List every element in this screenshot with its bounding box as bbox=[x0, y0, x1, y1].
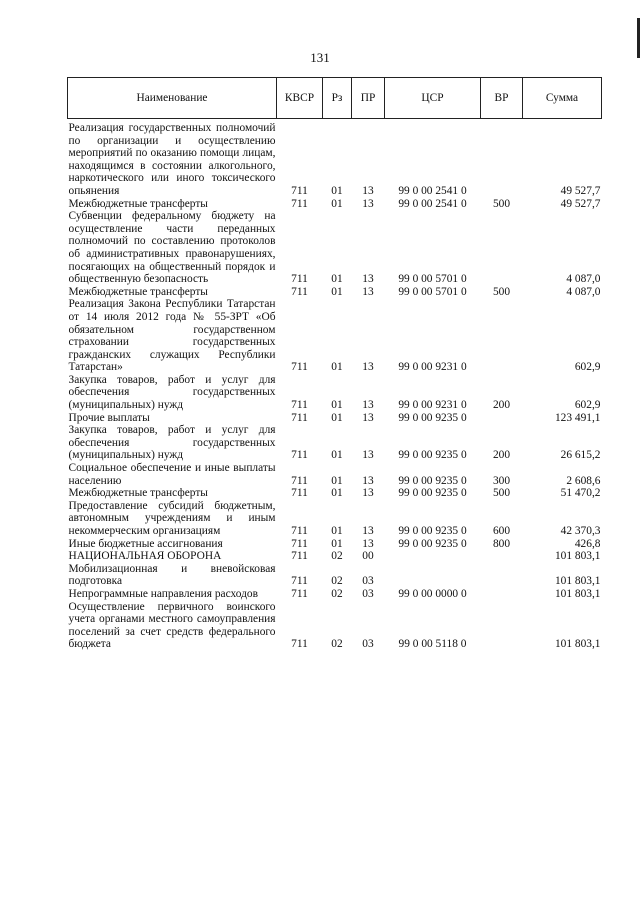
header-kvsr: КВСР bbox=[277, 78, 323, 119]
row-name: Прочие выплаты bbox=[68, 411, 150, 424]
table-row bbox=[68, 487, 602, 500]
row-name: Непрограммные направления расходов bbox=[68, 587, 259, 600]
row-sum: 42 370,3 bbox=[560, 525, 601, 537]
row-rz: 01 bbox=[331, 197, 343, 210]
row-sum: 101 803,1 bbox=[554, 587, 601, 600]
row-sum: 26 615,2 bbox=[560, 449, 601, 462]
row-name: Реализация Закона Республики Татарстан от 14 июля 2012 года № 55-ЗРТ «Об обязательном государственном страховании государственных гражданских служащих Республики Татарстан» bbox=[68, 298, 276, 374]
row-kvsr: 711 bbox=[291, 537, 308, 550]
row-rz: 01 bbox=[331, 449, 343, 462]
row-csr bbox=[385, 550, 481, 563]
row-name: Мобилизационная и вневойсковая подготовка bbox=[68, 562, 276, 588]
row-sum: 4 087,0 bbox=[566, 285, 601, 298]
row-name: Иные бюджетные ассигнования bbox=[68, 537, 223, 550]
row-name: НАЦИОНАЛЬНАЯ ОБОРОНА bbox=[68, 550, 222, 563]
row-sum: 2 608,6 bbox=[566, 474, 601, 487]
table-row bbox=[68, 210, 602, 286]
row-name: Субвенции федеральному бюджету на осуществление части переданных полномочий по составлению протоколов об административных правонарушениях, посягающих на общественный порядок и общественную безопасность bbox=[68, 210, 276, 286]
table-row bbox=[68, 550, 602, 563]
row-rz: 02 bbox=[331, 638, 343, 651]
row-rz: 01 bbox=[331, 474, 343, 487]
row-rz: 02 bbox=[331, 575, 343, 588]
row-vr: 600 bbox=[492, 525, 511, 537]
row-pr: 13 bbox=[362, 273, 374, 286]
row-vr: 200 bbox=[492, 399, 511, 412]
row-pr: 13 bbox=[362, 525, 374, 537]
row-rz: 01 bbox=[331, 537, 343, 550]
table-row bbox=[68, 538, 602, 551]
table-row bbox=[68, 198, 602, 211]
row-pr: 03 bbox=[362, 638, 374, 651]
row-rz: 01 bbox=[331, 399, 343, 412]
row-kvsr: 711 bbox=[291, 525, 308, 537]
row-csr: 99 0 00 9231 0 bbox=[398, 361, 467, 374]
row-csr: 99 0 00 9235 0 bbox=[398, 449, 467, 462]
row-sum: 101 803,1 bbox=[554, 550, 601, 563]
row-vr: 300 bbox=[492, 474, 511, 487]
table-row bbox=[68, 601, 602, 651]
header-name: Наименование bbox=[68, 78, 277, 119]
row-kvsr: 711 bbox=[291, 411, 308, 424]
row-csr: 99 0 00 5701 0 bbox=[398, 285, 467, 298]
row-sum: 101 803,1 bbox=[554, 638, 601, 651]
row-sum: 602,9 bbox=[574, 399, 601, 412]
table-row bbox=[68, 588, 602, 601]
row-name: Межбюджетные трансферты bbox=[68, 285, 208, 298]
header-pr: ПР bbox=[352, 78, 385, 119]
row-vr bbox=[481, 122, 523, 198]
row-rz: 01 bbox=[331, 184, 343, 197]
header-vr: ВР bbox=[481, 78, 523, 119]
row-vr bbox=[481, 588, 523, 601]
row-vr: 500 bbox=[492, 285, 511, 298]
row-csr: 99 0 00 9235 0 bbox=[398, 537, 467, 550]
row-pr: 13 bbox=[362, 361, 374, 374]
row-kvsr: 711 bbox=[291, 550, 308, 563]
row-pr: 13 bbox=[362, 487, 374, 500]
header-rz: Рз bbox=[323, 78, 352, 119]
table-row bbox=[68, 500, 602, 538]
row-kvsr: 711 bbox=[291, 184, 308, 197]
row-sum: 51 470,2 bbox=[560, 487, 601, 500]
row-vr bbox=[481, 563, 523, 588]
row-csr: 99 0 00 5701 0 bbox=[398, 273, 467, 286]
row-sum: 49 527,7 bbox=[560, 197, 601, 210]
table-row bbox=[68, 298, 602, 374]
row-csr: 99 0 00 9235 0 bbox=[398, 474, 467, 487]
table-row bbox=[68, 374, 602, 412]
row-pr: 03 bbox=[362, 587, 374, 600]
row-vr: 800 bbox=[492, 537, 511, 550]
row-name: Социальное обеспечение и иные выплаты населению bbox=[68, 462, 276, 487]
row-vr bbox=[481, 298, 523, 374]
row-pr: 13 bbox=[362, 184, 374, 197]
row-csr: 99 0 00 2541 0 bbox=[398, 184, 467, 197]
row-sum: 602,9 bbox=[574, 361, 601, 374]
row-kvsr: 711 bbox=[291, 638, 308, 651]
row-rz: 02 bbox=[331, 550, 343, 563]
row-rz: 01 bbox=[331, 361, 343, 374]
row-sum: 4 087,0 bbox=[566, 273, 601, 286]
row-pr: 13 bbox=[362, 399, 374, 412]
table-row bbox=[68, 424, 602, 462]
row-csr: 99 0 00 2541 0 bbox=[398, 197, 467, 210]
row-rz: 01 bbox=[331, 273, 343, 286]
row-vr: 200 bbox=[492, 449, 511, 462]
row-name: Закупка товаров, работ и услуг для обеспечения государственных (муниципальных) нужд bbox=[68, 424, 276, 462]
row-kvsr: 711 bbox=[291, 399, 308, 412]
row-name: Реализация государственных полномочий по организации и осуществлению мероприятий по оказанию помощи лицам, находящимся в состоянии алкогольного, наркотического или иного токсического опьянения bbox=[68, 122, 276, 197]
row-name: Закупка товаров, работ и услуг для обеспечения государственных (муниципальных) нужд bbox=[68, 373, 276, 412]
row-pr: 13 bbox=[362, 197, 374, 210]
row-pr: 13 bbox=[362, 449, 374, 462]
row-kvsr: 711 bbox=[291, 487, 308, 500]
row-kvsr: 711 bbox=[291, 587, 308, 600]
row-kvsr: 711 bbox=[291, 285, 308, 298]
row-csr: 99 0 00 9231 0 bbox=[398, 399, 467, 412]
row-csr: 99 0 00 9235 0 bbox=[398, 411, 467, 424]
table-row bbox=[68, 412, 602, 425]
row-name: Предоставление субсидий бюджетным, автономным учреждениям и иным некоммерческим организациям bbox=[68, 499, 276, 537]
row-sum: 426,8 bbox=[574, 537, 601, 550]
row-pr: 13 bbox=[362, 285, 374, 298]
row-csr: 99 0 00 5118 0 bbox=[398, 638, 467, 651]
row-vr: 500 bbox=[492, 487, 511, 500]
row-kvsr: 711 bbox=[291, 474, 308, 487]
row-csr: 99 0 00 0000 0 bbox=[398, 587, 467, 600]
row-sum: 101 803,1 bbox=[554, 575, 601, 588]
table-header-row bbox=[68, 78, 602, 119]
row-name: Осуществление первичного воинского учета органами местного самоуправления поселений за счет средств федерального бюджета bbox=[68, 600, 276, 651]
row-sum: 123 491,1 bbox=[554, 411, 601, 424]
row-rz: 01 bbox=[331, 411, 343, 424]
row-vr: 500 bbox=[492, 197, 511, 210]
table-row bbox=[68, 563, 602, 588]
row-csr bbox=[385, 563, 481, 588]
row-csr: 99 0 00 9235 0 bbox=[398, 525, 467, 537]
row-rz: 01 bbox=[331, 525, 343, 537]
row-pr: 13 bbox=[362, 411, 374, 424]
budget-table bbox=[67, 77, 602, 651]
row-kvsr: 711 bbox=[291, 361, 308, 374]
row-pr: 13 bbox=[362, 537, 374, 550]
page-number: 131 bbox=[310, 50, 330, 65]
row-name: Межбюджетные трансферты bbox=[68, 197, 208, 210]
table-row bbox=[68, 122, 602, 198]
row-kvsr: 711 bbox=[291, 449, 308, 462]
table-row bbox=[68, 286, 602, 299]
row-rz: 02 bbox=[331, 587, 343, 600]
row-name: Межбюджетные трансферты bbox=[68, 487, 208, 500]
row-csr: 99 0 00 9235 0 bbox=[398, 487, 467, 500]
row-vr bbox=[481, 210, 523, 286]
table-row bbox=[68, 462, 602, 487]
row-vr bbox=[481, 601, 523, 651]
row-vr bbox=[481, 412, 523, 425]
row-kvsr: 711 bbox=[291, 575, 308, 588]
row-pr: 13 bbox=[362, 474, 374, 487]
row-sum: 49 527,7 bbox=[560, 184, 601, 197]
row-rz: 01 bbox=[331, 487, 343, 500]
row-rz: 01 bbox=[331, 285, 343, 298]
row-kvsr: 711 bbox=[291, 197, 308, 210]
row-vr bbox=[481, 550, 523, 563]
row-kvsr: 711 bbox=[291, 273, 308, 286]
row-pr: 03 bbox=[362, 575, 374, 588]
row-pr: 00 bbox=[362, 550, 374, 563]
header-csr: ЦСР bbox=[385, 78, 481, 119]
header-sum: Сумма bbox=[523, 78, 602, 119]
